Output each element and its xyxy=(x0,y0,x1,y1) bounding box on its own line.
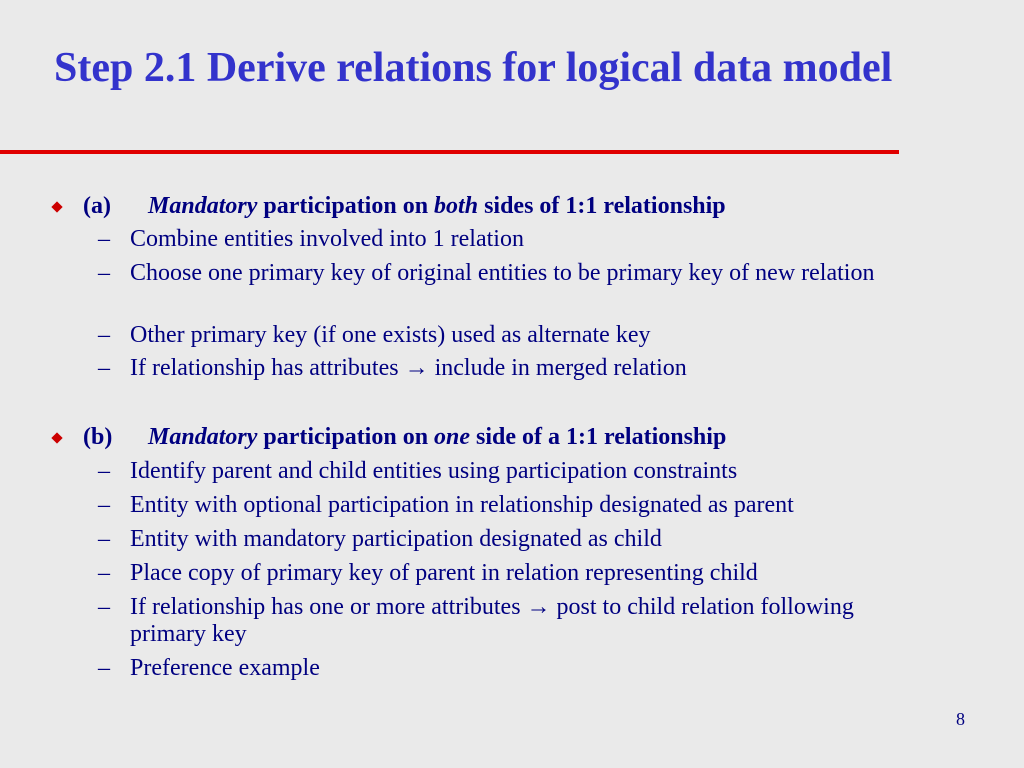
bullet-b-emphasis-1: Mandatory xyxy=(148,424,258,450)
dash-marker: – xyxy=(98,355,110,381)
bullet-b-heading xyxy=(148,420,726,454)
bullet-b xyxy=(50,420,950,454)
subitem-text: Choose one primary key of original entities to be primary key of new relation xyxy=(130,260,875,286)
bullet-b-emphasis-2: one xyxy=(434,424,471,450)
subitem-text: Other primary key (if one exists) used as alternate key xyxy=(130,322,651,348)
dash-marker: – xyxy=(98,260,110,286)
page-number: 8 xyxy=(956,709,965,729)
subitem-text: Place copy of primary key of parent in relation representing child xyxy=(130,560,758,586)
subitem-text: Entity with mandatory participation designated as child xyxy=(130,526,662,552)
slide-title: Step 2.1 Derive relations for logical data model xyxy=(54,45,893,91)
bullet-a-emphasis-2: both xyxy=(434,193,479,219)
subitem-text: Combine entities involved into 1 relation xyxy=(130,226,524,252)
dash-marker: – xyxy=(98,526,110,552)
dash-marker: – xyxy=(98,492,110,518)
bullet-a xyxy=(50,189,950,223)
bullet-b-text-2: side of a 1:1 relationship xyxy=(470,424,727,450)
subitem-text: If relationship has attributes → include in merged relation xyxy=(130,355,687,381)
dash-marker: – xyxy=(98,655,110,681)
bullet-a-text-1: participation on xyxy=(257,193,435,219)
subitem-text: Entity with optional participation in relationship designated as parent xyxy=(130,492,794,518)
bullet-a-emphasis-1: Mandatory xyxy=(148,193,258,219)
dash-marker: – xyxy=(98,322,110,348)
dash-marker: – xyxy=(98,226,110,252)
dash-marker: – xyxy=(98,458,110,484)
red-diamond-icon xyxy=(51,432,62,443)
bullet-a-text-2: sides of 1:1 relationship xyxy=(478,193,726,219)
bullet-a-letter: (a) xyxy=(83,193,111,219)
red-diamond-icon xyxy=(51,201,62,212)
bullet-a-heading xyxy=(148,189,726,223)
bullet-b-letter: (b) xyxy=(83,424,113,450)
subitem-text: Preference example xyxy=(130,655,320,681)
dash-marker: – xyxy=(98,594,110,620)
dash-marker: – xyxy=(98,560,110,586)
subitem-text: Identify parent and child entities using participation constraints xyxy=(130,458,738,484)
subitem-text: If relationship has one or more attributes → post to child relation following primary key xyxy=(130,594,854,647)
bullet-b-text-1: participation on xyxy=(257,424,435,450)
